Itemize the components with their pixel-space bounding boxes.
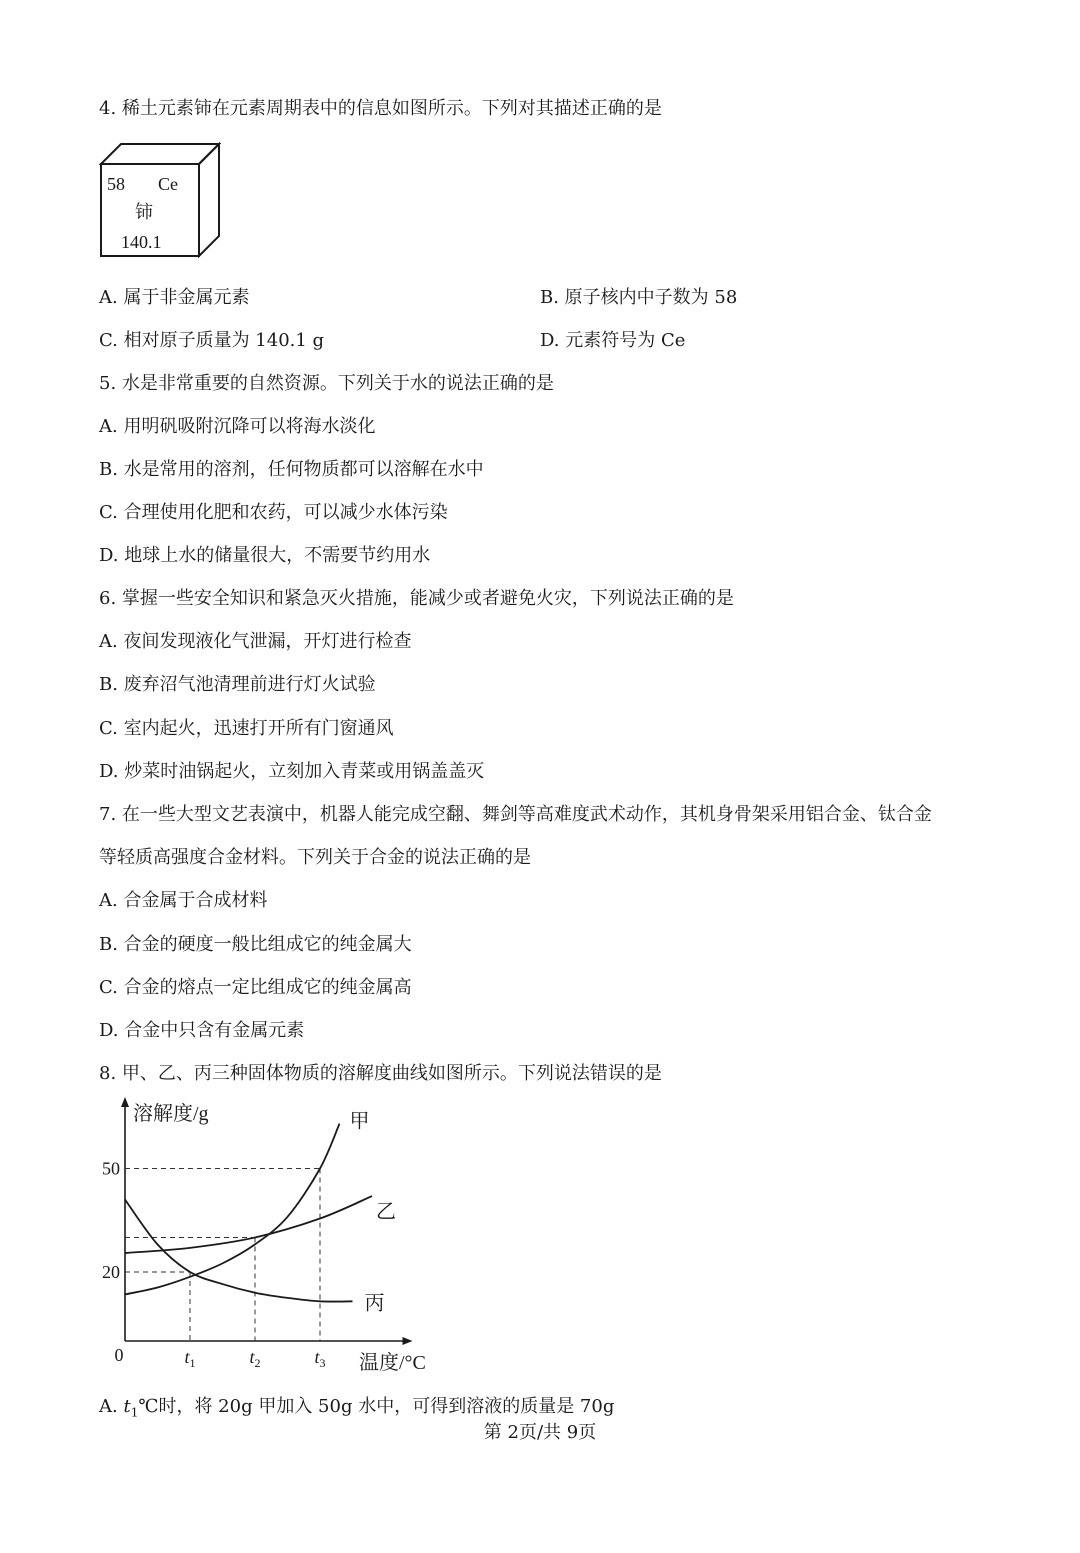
x-tick-label: $t_2$ [249,1347,261,1370]
q4-option-c: C. 相对原子质量为 140.1 g [99,330,325,351]
x-tick-label: $t_1$ [184,1347,196,1370]
solubility-chart [90,1093,450,1378]
q5-option-b: B. 水是常用的溶剂，任何物质都可以溶解在水中 [99,459,484,480]
q4-option-a: A. 属于非金属元素 [99,287,250,308]
x-axis-arrow [403,1337,413,1345]
series-label: 乙 [376,1201,396,1224]
question-7-stem-line2: 等轻质高强度合金材料。下列关于合金的说法正确的是 [99,847,531,868]
question-4-stem: 4. 稀土元素铈在元素周期表中的信息如图所示。下列对其描述正确的是 [99,98,662,119]
element-card-cerium [98,142,223,260]
q4-option-b: B. 原子核内中子数为 58 [540,287,738,308]
q7-option-a: A. 合金属于合成材料 [99,890,268,911]
q7-option-c: C. 合金的熔点一定比组成它的纯金属高 [99,977,412,998]
q5-option-a: A. 用明矾吸附沉降可以将海水淡化 [99,416,376,437]
q7-option-d: D. 合金中只含有金属元素 [99,1020,305,1041]
element-name: 铈 [135,202,153,223]
q6-option-d: D. 炒菜时油锅起火，立刻加入青菜或用锅盖盖灭 [99,761,485,782]
y-axis-label: 溶解度/g [133,1103,209,1125]
q8-option-a-sub: 1 [130,1405,139,1420]
q6-option-c: C. 室内起火，迅速打开所有门窗通风 [99,718,394,739]
atomic-number: 58 [107,174,125,194]
q7-option-b: B. 合金的硬度一般比组成它的纯金属大 [99,934,412,955]
x-axis-label: 温度/°C [359,1352,426,1374]
series-label: 甲 [349,1110,370,1133]
q5-option-d: D. 地球上水的储量很大，不需要节约用水 [99,545,431,566]
element-symbol: Ce [158,174,178,194]
q6-option-a: A. 夜间发现液化气泄漏，开灯进行检查 [99,631,412,652]
x-tick-label: $t_3$ [314,1347,326,1370]
q6-option-b: B. 废弃沼气池清理前进行灯火试验 [99,674,376,695]
atomic-mass: 140.1 [121,232,162,252]
page-footer: 第 2页/共 9页 [483,1422,597,1443]
q8-option-a-text: ℃时，将 20g 甲加入 50g 水中，可得到溶液的质量是 70g [138,1396,615,1417]
q4-option-d: D. 元素符号为 Ce [540,330,686,351]
y-tick-label: 20 [102,1262,120,1282]
question-6-stem: 6. 掌握一些安全知识和紧急灭火措施，能减少或者避免火灾，下列说法正确的是 [99,588,734,609]
question-5-stem: 5. 水是非常重要的自然资源。下列关于水的说法正确的是 [99,373,554,394]
curve-1 [125,1124,340,1295]
origin-label: 0 [114,1345,124,1365]
series-label: 丙 [364,1292,385,1315]
question-8-stem: 8. 甲、乙、丙三种固体物质的溶解度曲线如图所示。下列说法错误的是 [99,1063,662,1084]
q5-option-c: C. 合理使用化肥和农药，可以减少水体污染 [99,502,448,523]
y-tick-label: 50 [102,1158,120,1179]
y-axis-arrow [121,1097,129,1107]
q8-option-a-prefix: A. [99,1396,124,1417]
q8-option-a-var: t [123,1396,131,1417]
question-7-stem-line1: 7. 在一些大型文艺表演中，机器人能完成空翻、舞剑等高难度武术动作，其机身骨架采用铝合金、钛合金 [99,804,932,825]
curve-2 [125,1196,372,1253]
q8-option-a [99,1392,614,1420]
